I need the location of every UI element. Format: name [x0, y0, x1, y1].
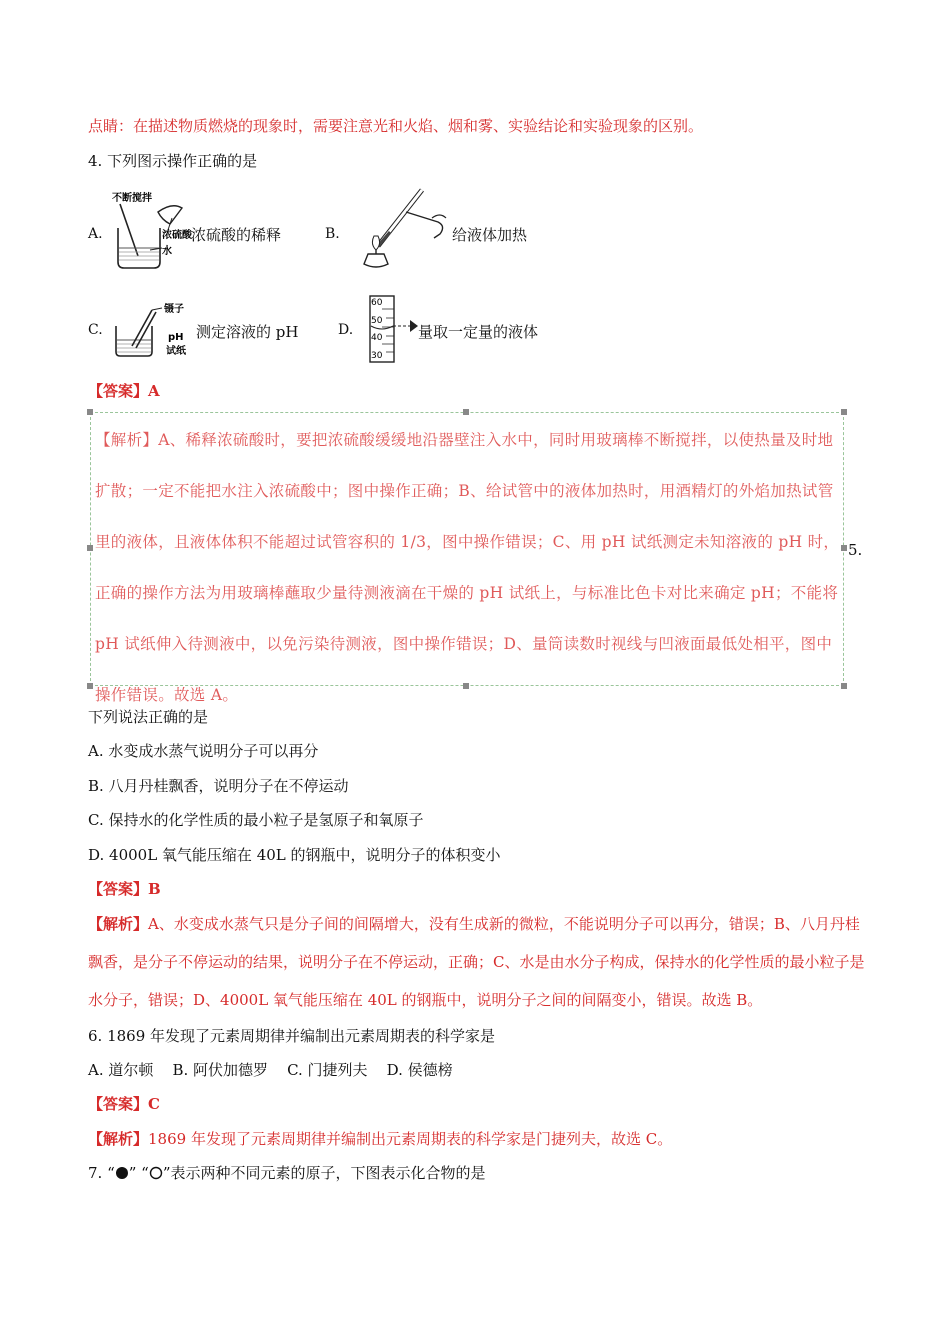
q5-analysis: A、水变成水蒸气只是分子间的间隔增大，没有生成新的微粒，不能说明分子可以再分，错误；B、八月丹桂飘香，是分子不停运动的结果，说明分子在不停运动，正确；C、水是由水分子构成，保持水的化学性质的最小粒子是水分子，错误；D、4000L 氧气能压缩在 40L 的钢瓶中，说明分子之间的间隔变小，错误。故选 B。 — [88, 915, 865, 1009]
resize-handle-tr[interactable] — [841, 409, 847, 415]
tick-50: 50 — [371, 316, 383, 326]
q5-analysis-label: 【解析】 — [88, 915, 149, 933]
q7-stem-mid: ” “ — [128, 1164, 149, 1182]
q4-option-b-letter: B. — [325, 226, 340, 242]
graduated-cylinder-diagram — [362, 294, 420, 366]
black-atom-icon — [115, 1166, 129, 1180]
q5-option-c: C. 保持水的化学性质的最小粒子是氢原子和氧原子 — [88, 811, 424, 829]
ph-test-diagram — [110, 296, 200, 360]
q5-option-a: A. 水变成水蒸气说明分子可以再分 — [88, 742, 319, 760]
q6-analysis-label: 【解析】 — [88, 1130, 149, 1148]
tick-30: 30 — [371, 351, 383, 361]
question-5-stem: 下列说法正确的是 — [88, 708, 209, 726]
resize-handle-right[interactable] — [841, 545, 847, 551]
q4-analysis: 【解析】A、稀释浓硫酸时，要把浓硫酸缓缓地沿器壁注入水中，同时用玻璃棒不断搅拌，以使热量及时地扩散；一定不能把水注入浓硫酸中；图中操作正确；B、给试管中的液体加热时，用酒精灯的外焰加热试管里的液体，且液体体积不能超过试管容积的 1/3，图中操作错误；C、用 pH 试纸测定未知溶液的 pH 时，正确的操作方法为用玻璃棒蘸取少量待测液滴在干燥的 pH 试纸上，与标准比色卡对比来确定 pH；不能将 pH 试纸伸入待测液中，以免污染待测液，图中操作错误；D、量筒读数时视线与凹液面最低处相平，图中操作错误。故选 A。 — [95, 431, 840, 704]
label-water: 水 — [162, 246, 172, 257]
analysis-text-box[interactable] — [90, 412, 844, 704]
tip-text: 点睛：在描述物质燃烧的现象时，需要注意光和火焰、烟和雾、实验结论和实验现象的区别。 — [88, 117, 704, 135]
label-ph: pH — [168, 332, 184, 343]
label-paper: 试纸 — [166, 346, 186, 357]
resize-handle-tl[interactable] — [87, 409, 93, 415]
q6-analysis-line — [88, 1129, 672, 1149]
label-stir: 不断搅拌 — [112, 193, 152, 204]
q6-options: A. 道尔顿 B. 阿伏加德罗 C. 门捷列夫 D. 侯德榜 — [88, 1061, 453, 1079]
q4-option-d-letter: D. — [338, 322, 354, 338]
q4-answer: 【答案】A — [88, 382, 160, 400]
q4-option-a-text: 浓硫酸的稀释 — [191, 226, 282, 244]
label-acid: 浓硫酸 — [162, 230, 192, 241]
q5-option-d: D. 4000L 氧气能压缩在 40L 的钢瓶中，说明分子的体积变小 — [88, 846, 501, 864]
q4-option-c-letter: C. — [88, 322, 103, 338]
q7-stem-suffix: ”表示两种不同元素的原子，下图表示化合物的是 — [162, 1164, 486, 1182]
question-5-number: 5. — [848, 541, 863, 559]
q6-answer: 【答案】C — [88, 1095, 160, 1113]
white-atom-icon — [149, 1166, 163, 1180]
q5-analysis-paragraph — [88, 905, 866, 1019]
resize-handle-bl[interactable] — [87, 683, 93, 689]
label-tweezers: 镊子 — [164, 304, 184, 315]
resize-handle-left[interactable] — [87, 545, 93, 551]
q4-option-a-letter: A. — [88, 226, 103, 242]
heating-tube-diagram — [350, 182, 450, 272]
question-6-stem: 6. 1869 年发现了元素周期律并编制出元素周期表的科学家是 — [88, 1027, 496, 1045]
q4-option-d-text: 量取一定量的液体 — [418, 323, 539, 341]
q7-stem-prefix: 7. “ — [88, 1164, 115, 1182]
q4-option-c-text: 测定溶液的 pH — [196, 323, 299, 341]
question-4-stem: 4. 下列图示操作正确的是 — [88, 152, 258, 170]
tick-60: 60 — [371, 298, 383, 308]
q4-option-b-text: 给液体加热 — [452, 226, 528, 244]
tick-40: 40 — [371, 333, 383, 343]
resize-handle-top[interactable] — [463, 409, 469, 415]
q6-analysis: 1869 年发现了元素周期律并编制出元素周期表的科学家是门捷列夫，故选 C。 — [148, 1130, 673, 1148]
q5-option-b: B. 八月丹桂飘香，说明分子在不停运动 — [88, 777, 349, 795]
resize-handle-br[interactable] — [841, 683, 847, 689]
q5-answer: 【答案】B — [88, 880, 161, 898]
question-7-stem — [88, 1163, 486, 1183]
dilution-diagram — [110, 190, 200, 272]
resize-handle-bottom[interactable] — [463, 683, 469, 689]
